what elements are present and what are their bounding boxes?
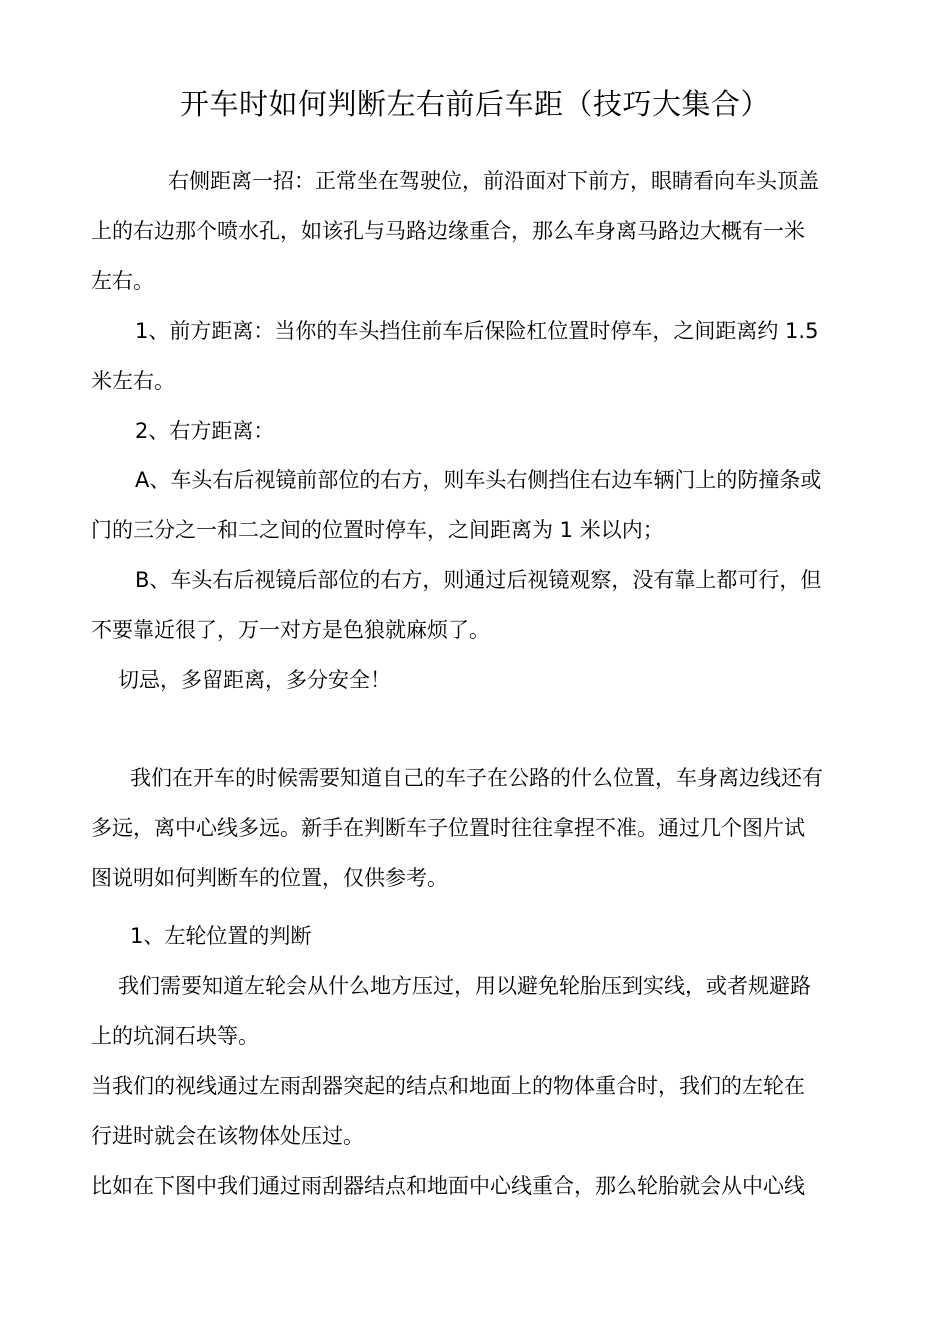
paragraph-line: 右侧距离一招：正常坐在驾驶位，前沿面对下前方，眼睛看向车头顶盖 [168, 169, 819, 193]
paragraph-line: 图说明如何判断车的位置，仅供参考。 [91, 866, 448, 890]
paragraph-line: 1、前方距离：当你的车头挡住前车后保险杠位置时停车，之间距离约 1.5 [135, 319, 819, 343]
paragraph-line: B、车头右后视镜后部位的右方，则通过后视镜观察，没有靠上都可行，但 [135, 568, 822, 592]
paragraph-line: 比如在下图中我们通过雨刮器结点和地面中心线重合，那么轮胎就会从中心线 [91, 1174, 805, 1198]
paragraph-line: 当我们的视线通过左雨刮器突起的结点和地面上的物体重合时，我们的左轮在 [91, 1074, 805, 1098]
paragraph-line: 门的三分之一和二之间的位置时停车，之间距离为 1 米以内； [91, 518, 664, 542]
paragraph-line: 米左右。 [91, 369, 175, 393]
paragraph-line: 2、右方距离： [135, 419, 275, 443]
paragraph-line: 我们需要知道左轮会从什么地方压过，用以避免轮胎压到实线，或者规避路 [118, 974, 811, 998]
paragraph-line: A、车头右后视镜前部位的右方，则车头右侧挡住右边车辆门上的防撞条或 [135, 468, 822, 492]
paragraph-line: 我们在开车的时候需要知道自己的车子在公路的什么位置，车身离边线还有 [130, 766, 823, 790]
paragraph-line: 上的右边那个喷水孔，如该孔与马路边缘重合，那么车身离马路边大概有一米 [91, 219, 805, 243]
paragraph-line: 不要靠近很了，万一对方是色狼就麻烦了。 [91, 618, 490, 642]
paragraph-line: 行进时就会在该物体处压过。 [91, 1124, 364, 1148]
section-heading: 1、左轮位置的判断 [130, 924, 312, 948]
document-title: 开车时如何判断左右前后车距（技巧大集合） [179, 87, 770, 121]
paragraph-line: 切忌，多留距离，多分安全！ [118, 668, 391, 692]
paragraph-line: 左右。 [91, 269, 154, 293]
paragraph-line: 上的坑洞石块等。 [91, 1024, 259, 1048]
paragraph-line: 多远，离中心线多远。新手在判断车子位置时往往拿捏不准。通过几个图片试 [91, 816, 805, 840]
